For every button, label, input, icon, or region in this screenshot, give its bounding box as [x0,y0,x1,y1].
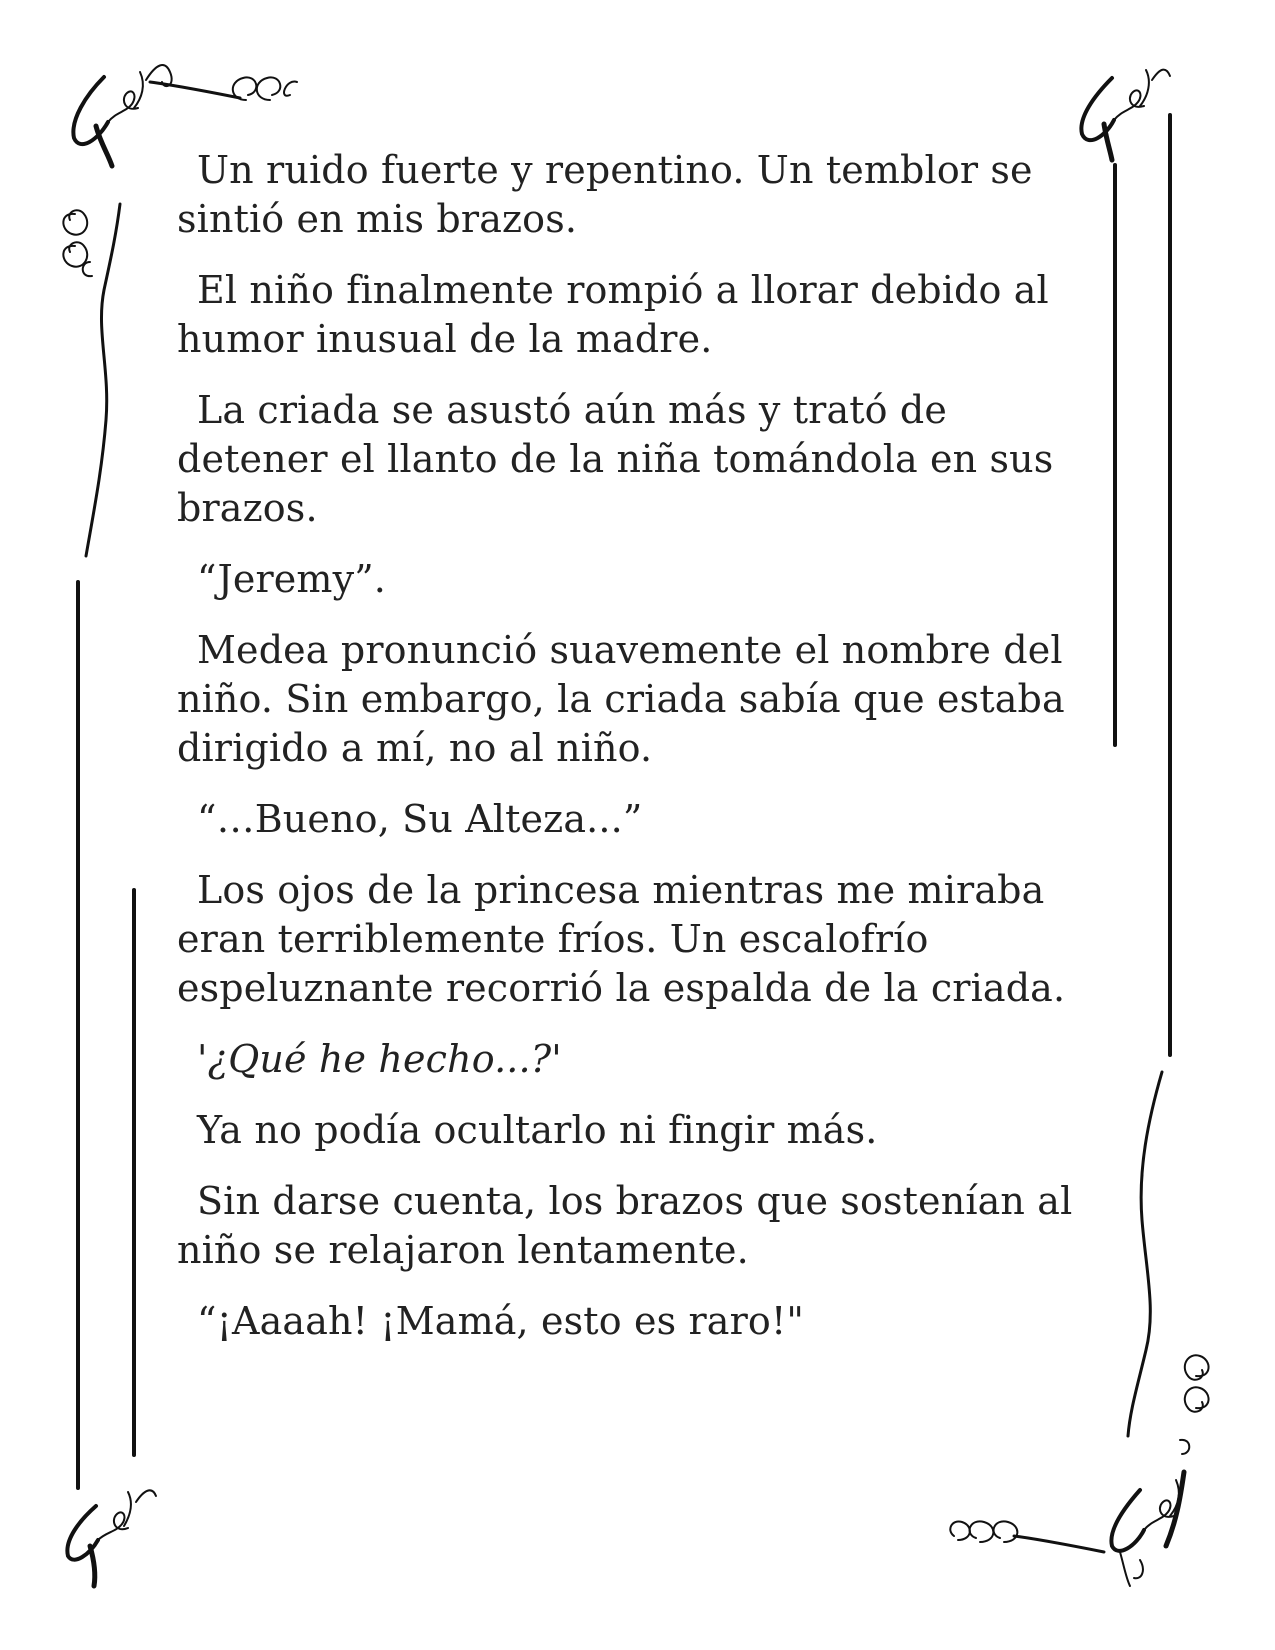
paragraph: “…Bueno, Su Alteza...” [197,797,643,841]
paragraph: El niño finalmente rompió a llorar debido al humor inusual de la madre. [177,268,1049,361]
paragraph: Medea pronunció suavemente el nombre del niño. Sin embargo, la criada sabía que estaba dirigido a mí, no al niño. [177,628,1065,770]
paragraph: La criada se asustó aún más y trató de detener el llanto de la niña tomándola en sus brazos. [177,388,1054,530]
top-right-flourish-icon [1081,70,1170,160]
paragraph: Un ruido fuerte y repentino. Un temblor se sintió en mis brazos. [177,148,1033,241]
paragraph: “Jeremy”. [197,557,387,601]
paragraph-thought: '¿Qué he hecho...?' [197,1037,562,1081]
paragraph: Los ojos de la princesa mientras me miraba eran terriblemente fríos. Un escalofrío espeluznante recorrió la espalda de la criada. [177,868,1066,1010]
paragraph: Sin darse cuenta, los brazos que sostenían al niño se relajaron lentamente. [177,1179,1073,1272]
story-text [177,146,1077,1368]
paragraph: “¡Aaaah! ¡Mamá, esto es raro!" [197,1299,805,1343]
bottom-left-flourish-icon [67,1490,156,1586]
paragraph: Ya no podía ocultarlo ni fingir más. [197,1108,878,1152]
